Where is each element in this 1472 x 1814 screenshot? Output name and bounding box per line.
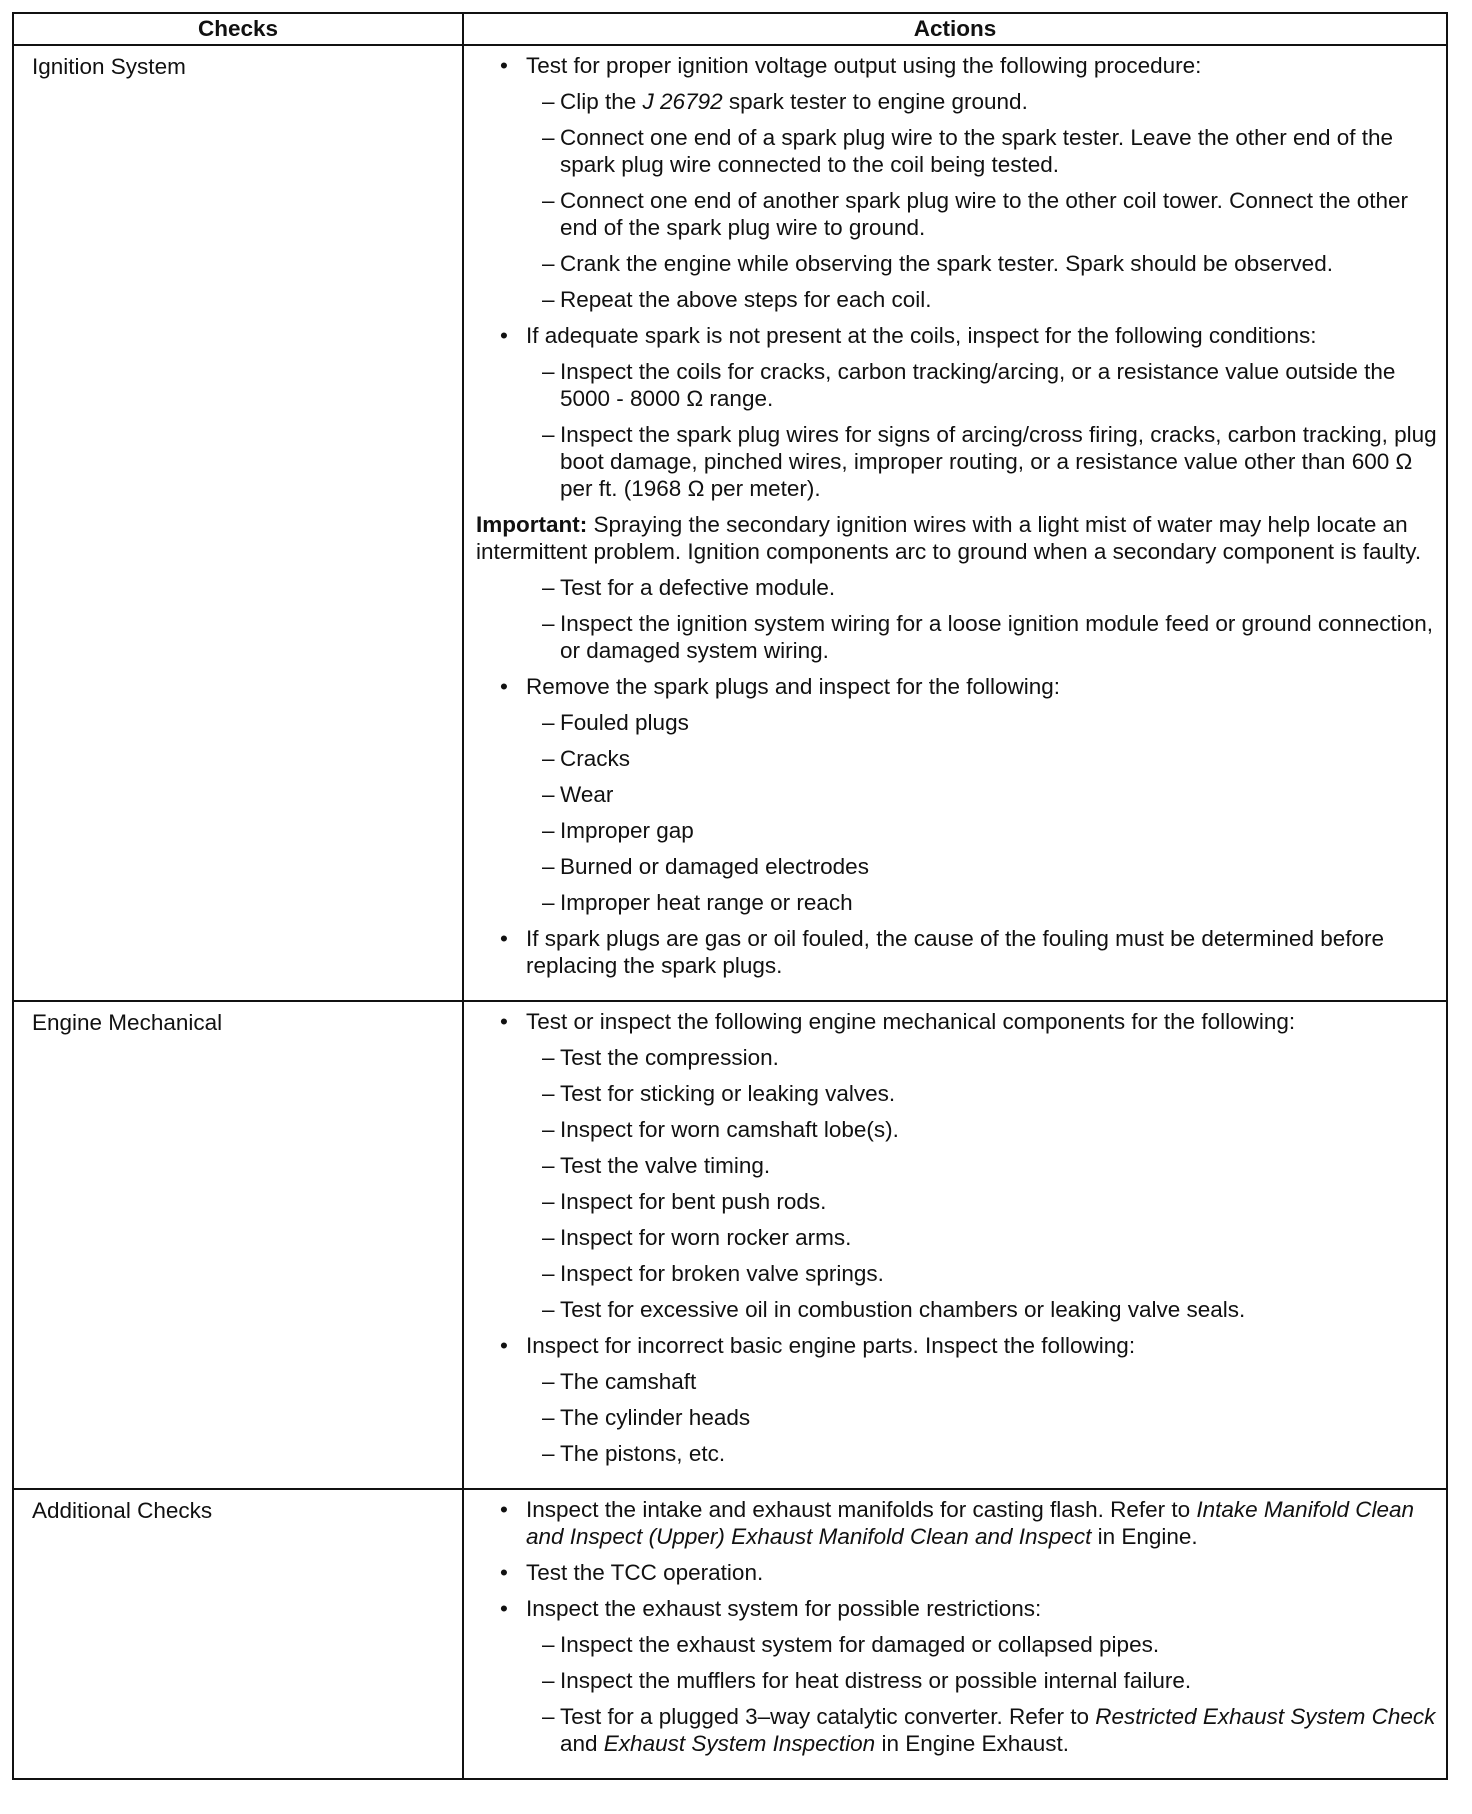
reference-text: J 26792 bbox=[642, 89, 723, 114]
dash-item bbox=[476, 88, 1440, 115]
item-text: and bbox=[560, 1731, 604, 1756]
reference-text: Intake Manifold Clean and Inspect (Upper) Exhaust Manifold Clean and Inspect bbox=[526, 1497, 1415, 1549]
dash-item: – The cylinder heads bbox=[476, 1404, 1440, 1431]
actions-cell bbox=[463, 1001, 1447, 1489]
table-body bbox=[13, 45, 1447, 1779]
dash-item: – Improper heat range or reach bbox=[476, 889, 1440, 916]
dash-item: – Inspect the ignition system wiring for a loose ignition module feed or ground connection, or damaged system wiring. bbox=[476, 610, 1440, 664]
dash-item: – Test for sticking or leaking valves. bbox=[476, 1080, 1440, 1107]
item-text: Clip the bbox=[560, 89, 643, 114]
dash-item: – Connect one end of another spark plug wire to the other coil tower. Connect the other end of the spark plug wire to ground. bbox=[476, 187, 1440, 241]
bullet-item: • If adequate spark is not present at the coils, inspect for the following conditions: bbox=[476, 322, 1440, 349]
bullet-item: • Inspect the exhaust system for possible restrictions: bbox=[476, 1595, 1440, 1622]
dash-item: – Test the valve timing. bbox=[476, 1152, 1440, 1179]
check-name: Additional Checks bbox=[13, 1489, 463, 1779]
important-text: Spraying the secondary ignition wires with a light mist of water may help locate an intermittent problem. Ignition components arc to ground when a secondary component is faulty. bbox=[476, 512, 1422, 564]
bullet-item: • Remove the spark plugs and inspect for the following: bbox=[476, 673, 1440, 700]
dash-item: – Test for a defective module. bbox=[476, 574, 1440, 601]
bullet-item: • If spark plugs are gas or oil fouled, the cause of the fouling must be determined before replacing the spark plugs. bbox=[476, 925, 1440, 979]
dash-item: – Test for excessive oil in combustion chambers or leaking valve seals. bbox=[476, 1296, 1440, 1323]
checks-column-header: Checks bbox=[13, 13, 463, 45]
bullet-item: • Test the TCC operation. bbox=[476, 1559, 1440, 1586]
dash-item: – Inspect for bent push rods. bbox=[476, 1188, 1440, 1215]
checks-actions-table bbox=[12, 12, 1448, 1780]
reference-text: Exhaust System Inspection bbox=[603, 1731, 876, 1756]
dash-item: – Crank the engine while observing the spark tester. Spark should be observed. bbox=[476, 250, 1440, 277]
bullet-item: • Test for proper ignition voltage output using the following procedure: bbox=[476, 52, 1440, 79]
bullet-item: • Inspect for incorrect basic engine parts. Inspect the following: bbox=[476, 1332, 1440, 1359]
dash-item: – Inspect the exhaust system for damaged or collapsed pipes. bbox=[476, 1631, 1440, 1658]
dash-item: – Inspect for worn camshaft lobe(s). bbox=[476, 1116, 1440, 1143]
table-row bbox=[13, 1001, 1447, 1489]
bullet-item bbox=[476, 1496, 1440, 1550]
dash-item: – Inspect the mufflers for heat distress or possible internal failure. bbox=[476, 1667, 1440, 1694]
dash-item: – Wear bbox=[476, 781, 1440, 808]
table-row bbox=[13, 45, 1447, 1001]
dash-item: – The camshaft bbox=[476, 1368, 1440, 1395]
dash-item: – Inspect for broken valve springs. bbox=[476, 1260, 1440, 1287]
item-text: spark tester to engine ground. bbox=[722, 89, 1028, 114]
reference-text: Restricted Exhaust System Check bbox=[1095, 1704, 1436, 1729]
table-header-row bbox=[13, 13, 1447, 45]
item-text: in Engine Exhaust. bbox=[875, 1731, 1070, 1756]
dash-item: – Cracks bbox=[476, 745, 1440, 772]
dash-item bbox=[476, 1703, 1440, 1757]
dash-item: – Connect one end of a spark plug wire to the spark tester. Leave the other end of the spark plug wire connected to the coil being tested. bbox=[476, 124, 1440, 178]
dash-item: – Improper gap bbox=[476, 817, 1440, 844]
actions-cell bbox=[463, 45, 1447, 1001]
actions-cell bbox=[463, 1489, 1447, 1779]
check-name: Ignition System bbox=[13, 45, 463, 1001]
dash-item: – Burned or damaged electrodes bbox=[476, 853, 1440, 880]
dash-item: – Inspect the coils for cracks, carbon tracking/arcing, or a resistance value outside the 5000 - 8000 Ω range. bbox=[476, 358, 1440, 412]
item-text: in Engine. bbox=[1091, 1524, 1198, 1549]
check-name: Engine Mechanical bbox=[13, 1001, 463, 1489]
important-label: Important: bbox=[476, 512, 588, 537]
actions-column-header: Actions bbox=[463, 13, 1447, 45]
dash-item: – Repeat the above steps for each coil. bbox=[476, 286, 1440, 313]
item-text: Inspect the intake and exhaust manifolds for casting flash. Refer to bbox=[526, 1497, 1197, 1522]
dash-item: – Inspect for worn rocker arms. bbox=[476, 1224, 1440, 1251]
bullet-item: • Test or inspect the following engine mechanical components for the following: bbox=[476, 1008, 1440, 1035]
dash-item: – Inspect the spark plug wires for signs of arcing/cross firing, cracks, carbon tracking, plug boot damage, pinched wires, improper routing, or a resistance value other than 600 Ω per ft. (1968 Ω per meter). bbox=[476, 421, 1440, 502]
important-note bbox=[476, 511, 1440, 565]
dash-item: – The pistons, etc. bbox=[476, 1440, 1440, 1467]
table-row bbox=[13, 1489, 1447, 1779]
dash-item: – Test the compression. bbox=[476, 1044, 1440, 1071]
dash-item: – Fouled plugs bbox=[476, 709, 1440, 736]
item-text: Test for a plugged 3–way catalytic converter. Refer to bbox=[560, 1704, 1096, 1729]
